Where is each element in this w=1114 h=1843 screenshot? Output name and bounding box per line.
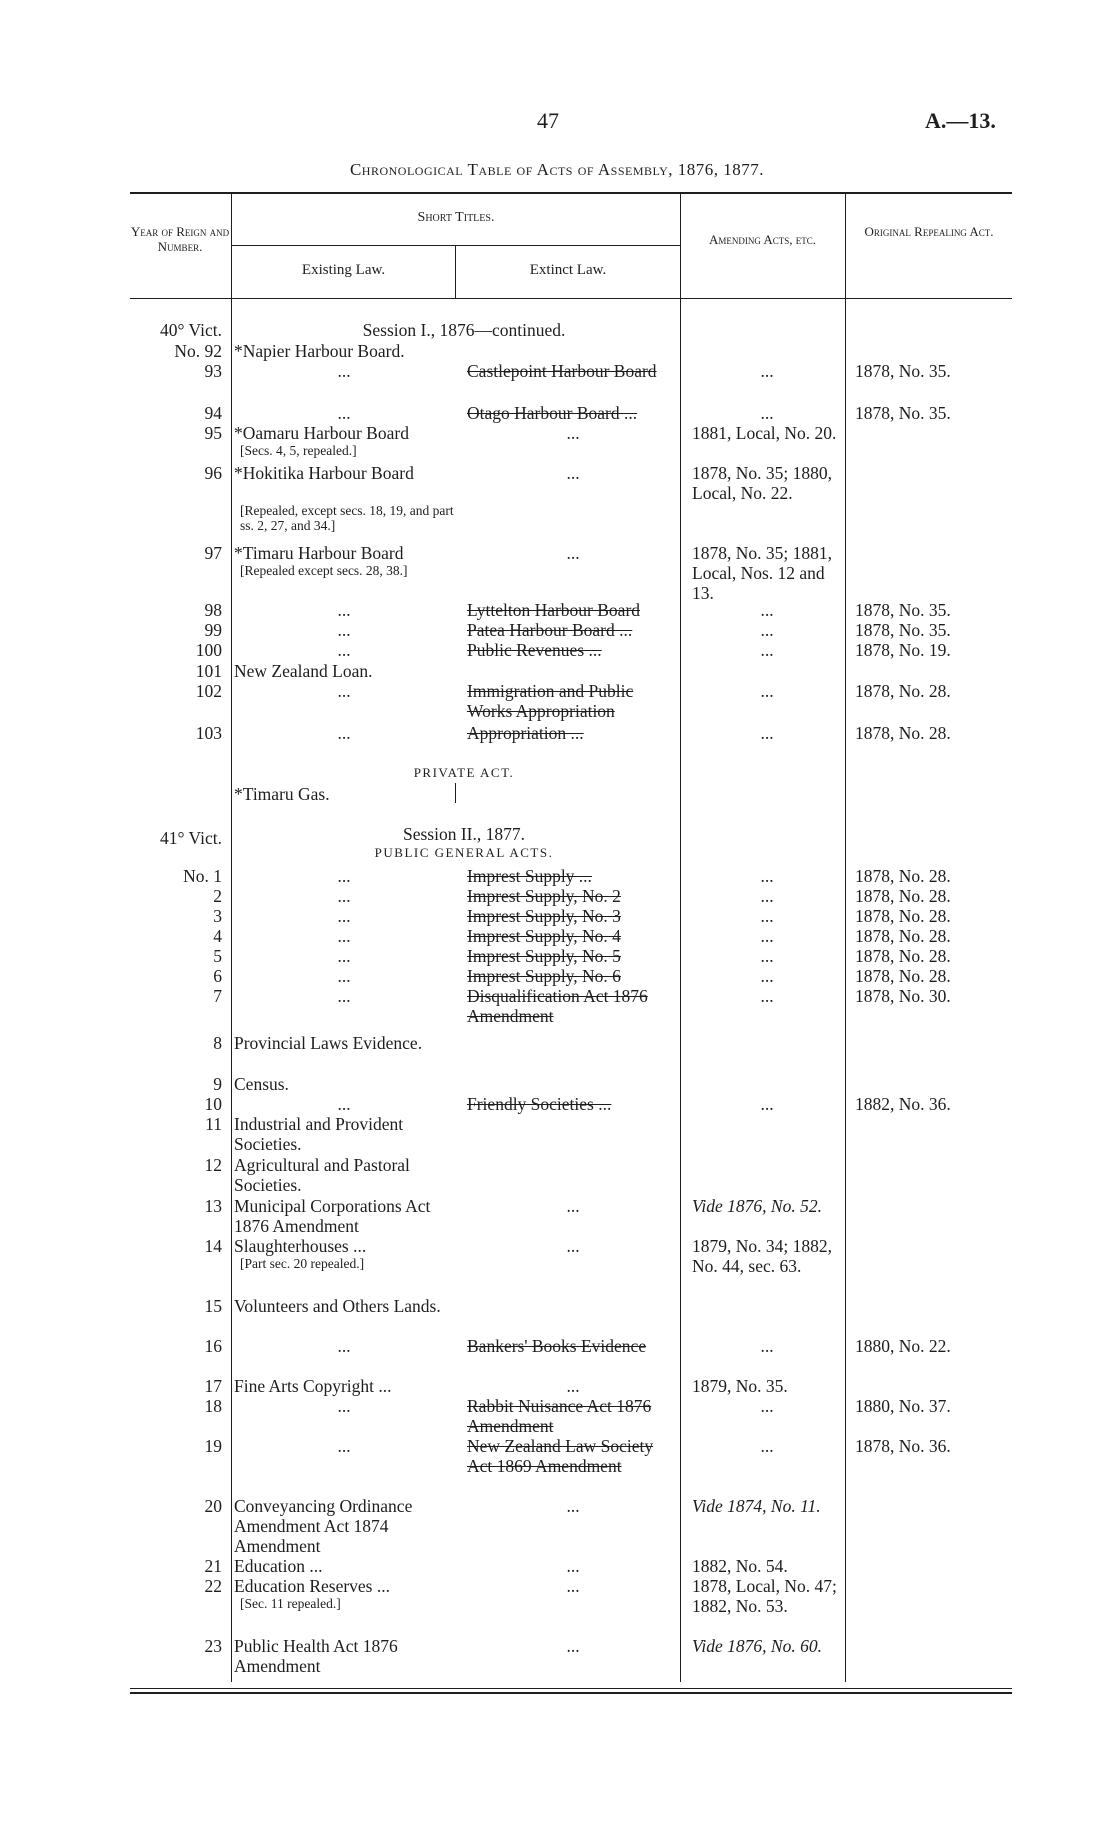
extinct-law: Appropriation ... xyxy=(467,723,584,743)
private-act-heading: PRIVATE ACT. xyxy=(413,765,515,780)
amending-acts: ... xyxy=(760,403,774,423)
existing-law: *Napier Harbour Board. xyxy=(234,341,405,361)
amending-acts: ... xyxy=(760,361,774,381)
amending-acts: 1878, No. 35; 1881, Local, Nos. 12 and 13. xyxy=(692,543,832,603)
amending-acts: ... xyxy=(760,886,774,906)
extinct-law: ... xyxy=(566,1636,580,1656)
existing-law: Education Reserves ... xyxy=(234,1576,390,1596)
existing-law: Conveyancing Ordinance Amendment Act 1874 Amendment xyxy=(234,1496,413,1556)
session-2-subheading: PUBLIC GENERAL ACTS. xyxy=(374,845,554,860)
existing-law: ... xyxy=(337,966,351,986)
short-titles-rule xyxy=(232,245,680,246)
repeal-note: [Repealed except secs. 28, 38.] xyxy=(240,563,408,578)
private-divider xyxy=(455,783,456,803)
extinct-law: Friendly Societies ... xyxy=(467,1094,612,1114)
amending-acts: 1879, No. 35. xyxy=(692,1376,788,1396)
act-number: 103 xyxy=(195,723,222,743)
footer-rule-2 xyxy=(130,1692,1012,1694)
existing-law: ... xyxy=(337,986,351,1006)
act-number: 10 xyxy=(204,1094,222,1114)
col-header-amending: Amending Acts, etc. xyxy=(708,232,817,247)
extinct-law: ... xyxy=(566,1576,580,1596)
col-header-extinct: Extinct Law. xyxy=(529,262,607,278)
repeal-note: [Repealed, except secs. 18, 19, and part ss. 2, 27, and 34.] xyxy=(240,503,454,533)
col-divider-3 xyxy=(680,192,681,1682)
repealing-act: 1878, No. 28. xyxy=(855,886,951,906)
amending-acts: ... xyxy=(760,986,774,1006)
extinct-law: Rabbit Nuisance Act 1876 Amendment xyxy=(467,1396,652,1436)
existing-law: Volunteers and Others Lands. xyxy=(234,1296,441,1316)
amending-acts: ... xyxy=(760,966,774,986)
act-number: 7 xyxy=(213,986,222,1006)
extinct-law: ... xyxy=(566,463,580,483)
amending-acts: ... xyxy=(760,681,774,701)
extinct-law: Imprest Supply, No. 5 xyxy=(467,946,621,966)
amending-acts: ... xyxy=(760,946,774,966)
act-number: No. 92 xyxy=(174,341,222,361)
existing-law: ... xyxy=(337,1396,351,1416)
repealing-act: 1878, No. 28. xyxy=(855,866,951,886)
header-bottom-rule xyxy=(130,298,1012,299)
extinct-law: Imprest Supply, No. 6 xyxy=(467,966,621,986)
repealing-act: 1878, No. 28. xyxy=(855,681,951,701)
amending-acts: 1878, Local, No. 47; 1882, No. 53. xyxy=(692,1576,837,1616)
amending-acts: ... xyxy=(760,866,774,886)
existing-law: Education ... xyxy=(234,1556,323,1576)
session-2-heading: Session II., 1877. xyxy=(402,824,525,844)
existing-law: Slaughterhouses ... xyxy=(234,1236,367,1256)
amending-acts: ... xyxy=(760,926,774,946)
repealing-act: 1878, No. 28. xyxy=(855,906,951,926)
amending-acts: ... xyxy=(760,723,774,743)
amending-acts: ... xyxy=(760,1336,774,1356)
col-header-year: Year of Reign and Number. xyxy=(130,224,230,254)
repealing-act: 1878, No. 28. xyxy=(855,926,951,946)
act-number: 93 xyxy=(204,361,222,381)
extinct-law: Imprest Supply, No. 4 xyxy=(467,926,621,946)
act-number: 2 xyxy=(213,886,222,906)
amending-acts: Vide 1876, No. 60. xyxy=(692,1636,822,1656)
amending-acts: ... xyxy=(760,1396,774,1416)
footer-rule-1 xyxy=(130,1688,1012,1689)
repealing-act: 1882, No. 36. xyxy=(855,1094,951,1114)
existing-law: ... xyxy=(337,403,351,423)
act-number: 23 xyxy=(204,1636,222,1656)
act-number: 12 xyxy=(204,1155,222,1175)
existing-law: Census. xyxy=(234,1074,289,1094)
act-number: 95 xyxy=(204,423,222,443)
existing-law: Provincial Laws Evidence. xyxy=(234,1033,423,1053)
act-number: 11 xyxy=(205,1114,222,1134)
page-number: 47 xyxy=(537,108,559,133)
extinct-law: ... xyxy=(566,423,580,443)
act-number: 8 xyxy=(213,1033,222,1053)
extinct-law: Imprest Supply, No. 2 xyxy=(467,886,621,906)
col-divider-4 xyxy=(845,192,846,1682)
extinct-law: Disqualification Act 1876 Amendment xyxy=(467,986,648,1026)
act-number: 14 xyxy=(204,1236,222,1256)
existing-law: ... xyxy=(337,906,351,926)
existing-law: *Timaru Harbour Board xyxy=(234,543,404,563)
existing-law: ... xyxy=(337,866,351,886)
extinct-law: Castlepoint Harbour Board xyxy=(467,361,657,381)
repealing-act: 1880, No. 37. xyxy=(855,1396,951,1416)
act-number: 4 xyxy=(213,926,222,946)
act-number: 22 xyxy=(204,1576,222,1596)
repeal-note: [Sec. 11 repealed.] xyxy=(240,1596,341,1611)
act-number: 102 xyxy=(195,681,222,701)
amending-acts: ... xyxy=(760,906,774,926)
act-number: No. 1 xyxy=(183,866,222,886)
existing-law: New Zealand Loan. xyxy=(234,661,373,681)
repealing-act: 1878, No. 35. xyxy=(855,620,951,640)
act-number: 96 xyxy=(204,463,222,483)
repealing-act: 1878, No. 30. xyxy=(855,986,951,1006)
existing-law: *Hokitika Harbour Board xyxy=(234,463,414,483)
repeal-note: [Secs. 4, 5, repealed.] xyxy=(240,443,357,458)
act-number: 99 xyxy=(204,620,222,640)
amending-acts: ... xyxy=(760,1436,774,1456)
header-top-rule xyxy=(130,192,1012,194)
act-number: 15 xyxy=(204,1296,222,1316)
act-number: 13 xyxy=(204,1196,222,1216)
existing-law: Industrial and Provident Societies. xyxy=(234,1114,404,1154)
existing-law: ... xyxy=(337,1094,351,1114)
existing-law: Municipal Corporations Act 1876 Amendment xyxy=(234,1196,431,1236)
existing-law: Agricultural and Pastoral Societies. xyxy=(234,1155,410,1195)
extinct-law: ... xyxy=(566,1556,580,1576)
existing-law: ... xyxy=(337,946,351,966)
repealing-act: 1878, No. 28. xyxy=(855,946,951,966)
act-number: 97 xyxy=(204,543,222,563)
repealing-act: 1878, No. 28. xyxy=(855,966,951,986)
extinct-law: New Zealand Law Society Act 1869 Amendment xyxy=(467,1436,654,1476)
extinct-law: Public Revenues ... xyxy=(467,640,602,660)
col-header-short-titles: Short Titles. xyxy=(417,210,495,225)
repealing-act: 1880, No. 22. xyxy=(855,1336,951,1356)
amending-acts: 1878, No. 35; 1880, Local, No. 22. xyxy=(692,463,832,503)
extinct-law: ... xyxy=(566,1236,580,1256)
existing-law: ... xyxy=(337,723,351,743)
existing-law: ... xyxy=(337,640,351,660)
existing-law: ... xyxy=(337,361,351,381)
existing-law: ... xyxy=(337,600,351,620)
repealing-act: 1878, No. 19. xyxy=(855,640,951,660)
act-number: 20 xyxy=(204,1496,222,1516)
repealing-act: 1878, No. 35. xyxy=(855,403,951,423)
act-number: 16 xyxy=(204,1336,222,1356)
amending-acts: Vide 1876, No. 52. xyxy=(692,1196,822,1216)
repealing-act: 1878, No. 35. xyxy=(855,600,951,620)
amending-acts: ... xyxy=(760,600,774,620)
extinct-law: Bankers' Books Evidence xyxy=(467,1336,647,1356)
act-number: 18 xyxy=(204,1396,222,1416)
amending-acts: 1882, No. 54. xyxy=(692,1556,788,1576)
existing-law: ... xyxy=(337,1436,351,1456)
existing-law: *Oamaru Harbour Board xyxy=(234,423,409,443)
existing-law: Fine Arts Copyright ... xyxy=(234,1376,392,1396)
extinct-law: Otago Harbour Board ... xyxy=(467,403,638,423)
session-1-heading: Session I., 1876—continued. xyxy=(362,320,566,340)
amending-acts: 1879, No. 34; 1882, No. 44, sec. 63. xyxy=(692,1236,832,1276)
existing-law: ... xyxy=(337,926,351,946)
act-number: 6 xyxy=(213,966,222,986)
existing-law: ... xyxy=(337,681,351,701)
col-divider-1 xyxy=(231,192,232,1682)
col-header-existing: Existing Law. xyxy=(301,262,386,278)
act-number: 98 xyxy=(204,600,222,620)
act-number: 21 xyxy=(204,1556,222,1576)
act-number: 9 xyxy=(213,1074,222,1094)
extinct-law: Immigration and Public Works Appropriation xyxy=(467,681,634,721)
existing-law: ... xyxy=(337,886,351,906)
existing-law: ... xyxy=(337,1336,351,1356)
extinct-law: Imprest Supply, No. 3 xyxy=(467,906,621,926)
col-header-repealing: Original Repealing Act. xyxy=(864,224,994,239)
repeal-note: [Part sec. 20 repealed.] xyxy=(240,1256,365,1271)
extinct-law: Lyttelton Harbour Board xyxy=(467,600,641,620)
extinct-law: ... xyxy=(566,1376,580,1396)
amending-acts: Vide 1874, No. 11. xyxy=(692,1496,821,1516)
repealing-act: 1878, No. 28. xyxy=(855,723,951,743)
existing-law: Public Health Act 1876 Amendment xyxy=(234,1636,398,1676)
act-number: 101 xyxy=(195,661,222,681)
act-number: 100 xyxy=(195,640,222,660)
amending-acts: ... xyxy=(760,640,774,660)
repealing-act: 1878, No. 36. xyxy=(855,1436,951,1456)
extinct-law: Imprest Supply ... xyxy=(467,866,592,886)
act-number: 17 xyxy=(204,1376,222,1396)
extinct-law: Patea Harbour Board ... xyxy=(467,620,633,640)
repealing-act: 1878, No. 35. xyxy=(855,361,951,381)
amending-acts: ... xyxy=(760,620,774,640)
extinct-law: ... xyxy=(566,1196,580,1216)
act-number: 19 xyxy=(204,1436,222,1456)
act-number: 94 xyxy=(204,403,222,423)
extinct-law: ... xyxy=(566,1496,580,1516)
amending-acts: ... xyxy=(760,1094,774,1114)
extinct-law: ... xyxy=(566,543,580,563)
amending-acts: 1881, Local, No. 20. xyxy=(692,423,837,443)
existing-law: ... xyxy=(337,620,351,640)
act-number: 5 xyxy=(213,946,222,966)
doc-ref: A.—13. xyxy=(925,108,996,133)
page-title: Chronological Table of Acts of Assembly, 1876, 1877. xyxy=(349,160,765,179)
act-number: 3 xyxy=(213,906,222,926)
